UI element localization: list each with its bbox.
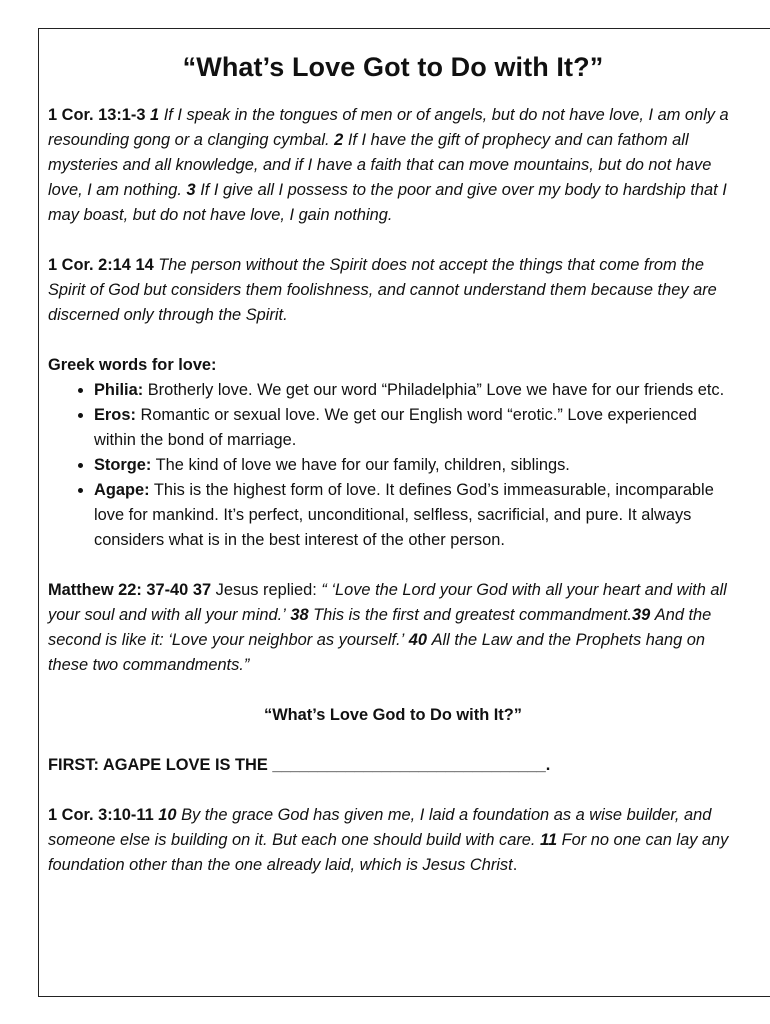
verse-number: 37: [192, 581, 212, 599]
section-subtitle-text: “What’s Love God to Do with It?”: [264, 706, 522, 724]
greek-heading-text: Greek words for love:: [48, 356, 217, 374]
verse-number: 38: [290, 606, 309, 624]
list-item-eros: [94, 403, 738, 453]
definition: The kind of love we have for our family, children, siblings.: [155, 456, 570, 474]
verse-text: All the Law and the Prophets hang on these two commandments.”: [48, 631, 705, 674]
document-title: “What’s Love Got to Do with It?”: [182, 52, 604, 82]
verse-text: This is the first and greatest commandment.: [313, 606, 632, 624]
verse-text: The person without the Spirit does not accept the things that come from the Spirit of God but considers them foolishness, and cannot understand them because they are discerned only through the Spirit.: [48, 256, 717, 324]
period: .: [512, 856, 518, 874]
definition: Brotherly love. We get our word “Philadelphia” Love we have for our friends etc.: [147, 381, 725, 399]
verse-number: 1: [150, 106, 160, 124]
definition: This is the highest form of love. It defines God’s immeasurable, incomparable love for mankind. It’s perfect, unconditional, selfless, sacrificial, and pure. It always considers what is in the best interest of the other person.: [94, 481, 714, 549]
list-item-philia: [94, 378, 738, 403]
definition: Romantic or sexual love. We get our English word “erotic.” Love experienced within the bond of marriage.: [94, 406, 697, 449]
verse-text: “ ‘Love the Lord your God with all your heart and with all your soul and with all your mind.’: [48, 581, 727, 624]
list-item-agape: [94, 478, 738, 553]
term: Storge:: [94, 456, 152, 474]
passage-1-cor-2: [48, 253, 738, 328]
term: Philia:: [94, 381, 144, 399]
document-page: [48, 52, 738, 878]
term: Agape:: [94, 481, 150, 499]
verse-text: By the grace God has given me, I laid a foundation as a wise builder, and someone else is building on it. But each one should build with care.: [48, 806, 712, 849]
scripture-reference: 1 Cor. 3:10-11: [48, 806, 154, 824]
verse-text: Jesus replied:: [215, 581, 317, 599]
verse-number: 10: [158, 806, 177, 824]
term: Eros:: [94, 406, 136, 424]
greek-words-list: [48, 378, 738, 553]
verse-number: 2: [334, 131, 344, 149]
verse-number: 39: [631, 606, 651, 624]
verse-number: 3: [186, 181, 196, 199]
verse-text: For no one can lay any foundation other than the one already laid, which is Jesus Christ: [48, 831, 729, 874]
greek-heading: [48, 353, 738, 378]
passage-matthew-22: [48, 578, 738, 678]
scripture-reference: 1 Cor. 2:14: [48, 256, 131, 274]
scripture-reference: 1 Cor. 13:1-3: [48, 106, 146, 124]
verse-text: If I speak in the tongues of men or of angels, but do not have love, I am only a resounding gong or a clanging cymbal.: [48, 106, 729, 149]
fill-in-blank-first: [48, 753, 738, 778]
list-item-storge: [94, 453, 738, 478]
passage-1-cor-13: [48, 103, 738, 228]
section-subtitle: [48, 703, 738, 728]
verse-number: 40: [408, 631, 428, 649]
fill-in-blank-text: FIRST: AGAPE LOVE IS THE ______________________________.: [48, 756, 551, 774]
verse-number: 14: [135, 256, 154, 274]
verse-number: 11: [540, 831, 558, 849]
verse-text: If I give all I possess to the poor and give over my body to hardship that I may boast, but do not have love, I gain nothing.: [48, 181, 727, 224]
verse-text: And the second is like it: ‘Love your neighbor as yourself.’: [48, 606, 712, 649]
scripture-reference: Matthew 22: 37-40: [48, 581, 189, 599]
verse-text: If I have the gift of prophecy and can fathom all mysteries and all knowledge, and if I have a faith that can move mountains, but do not have love, I am nothing.: [48, 131, 712, 199]
passage-1-cor-3: [48, 803, 738, 878]
